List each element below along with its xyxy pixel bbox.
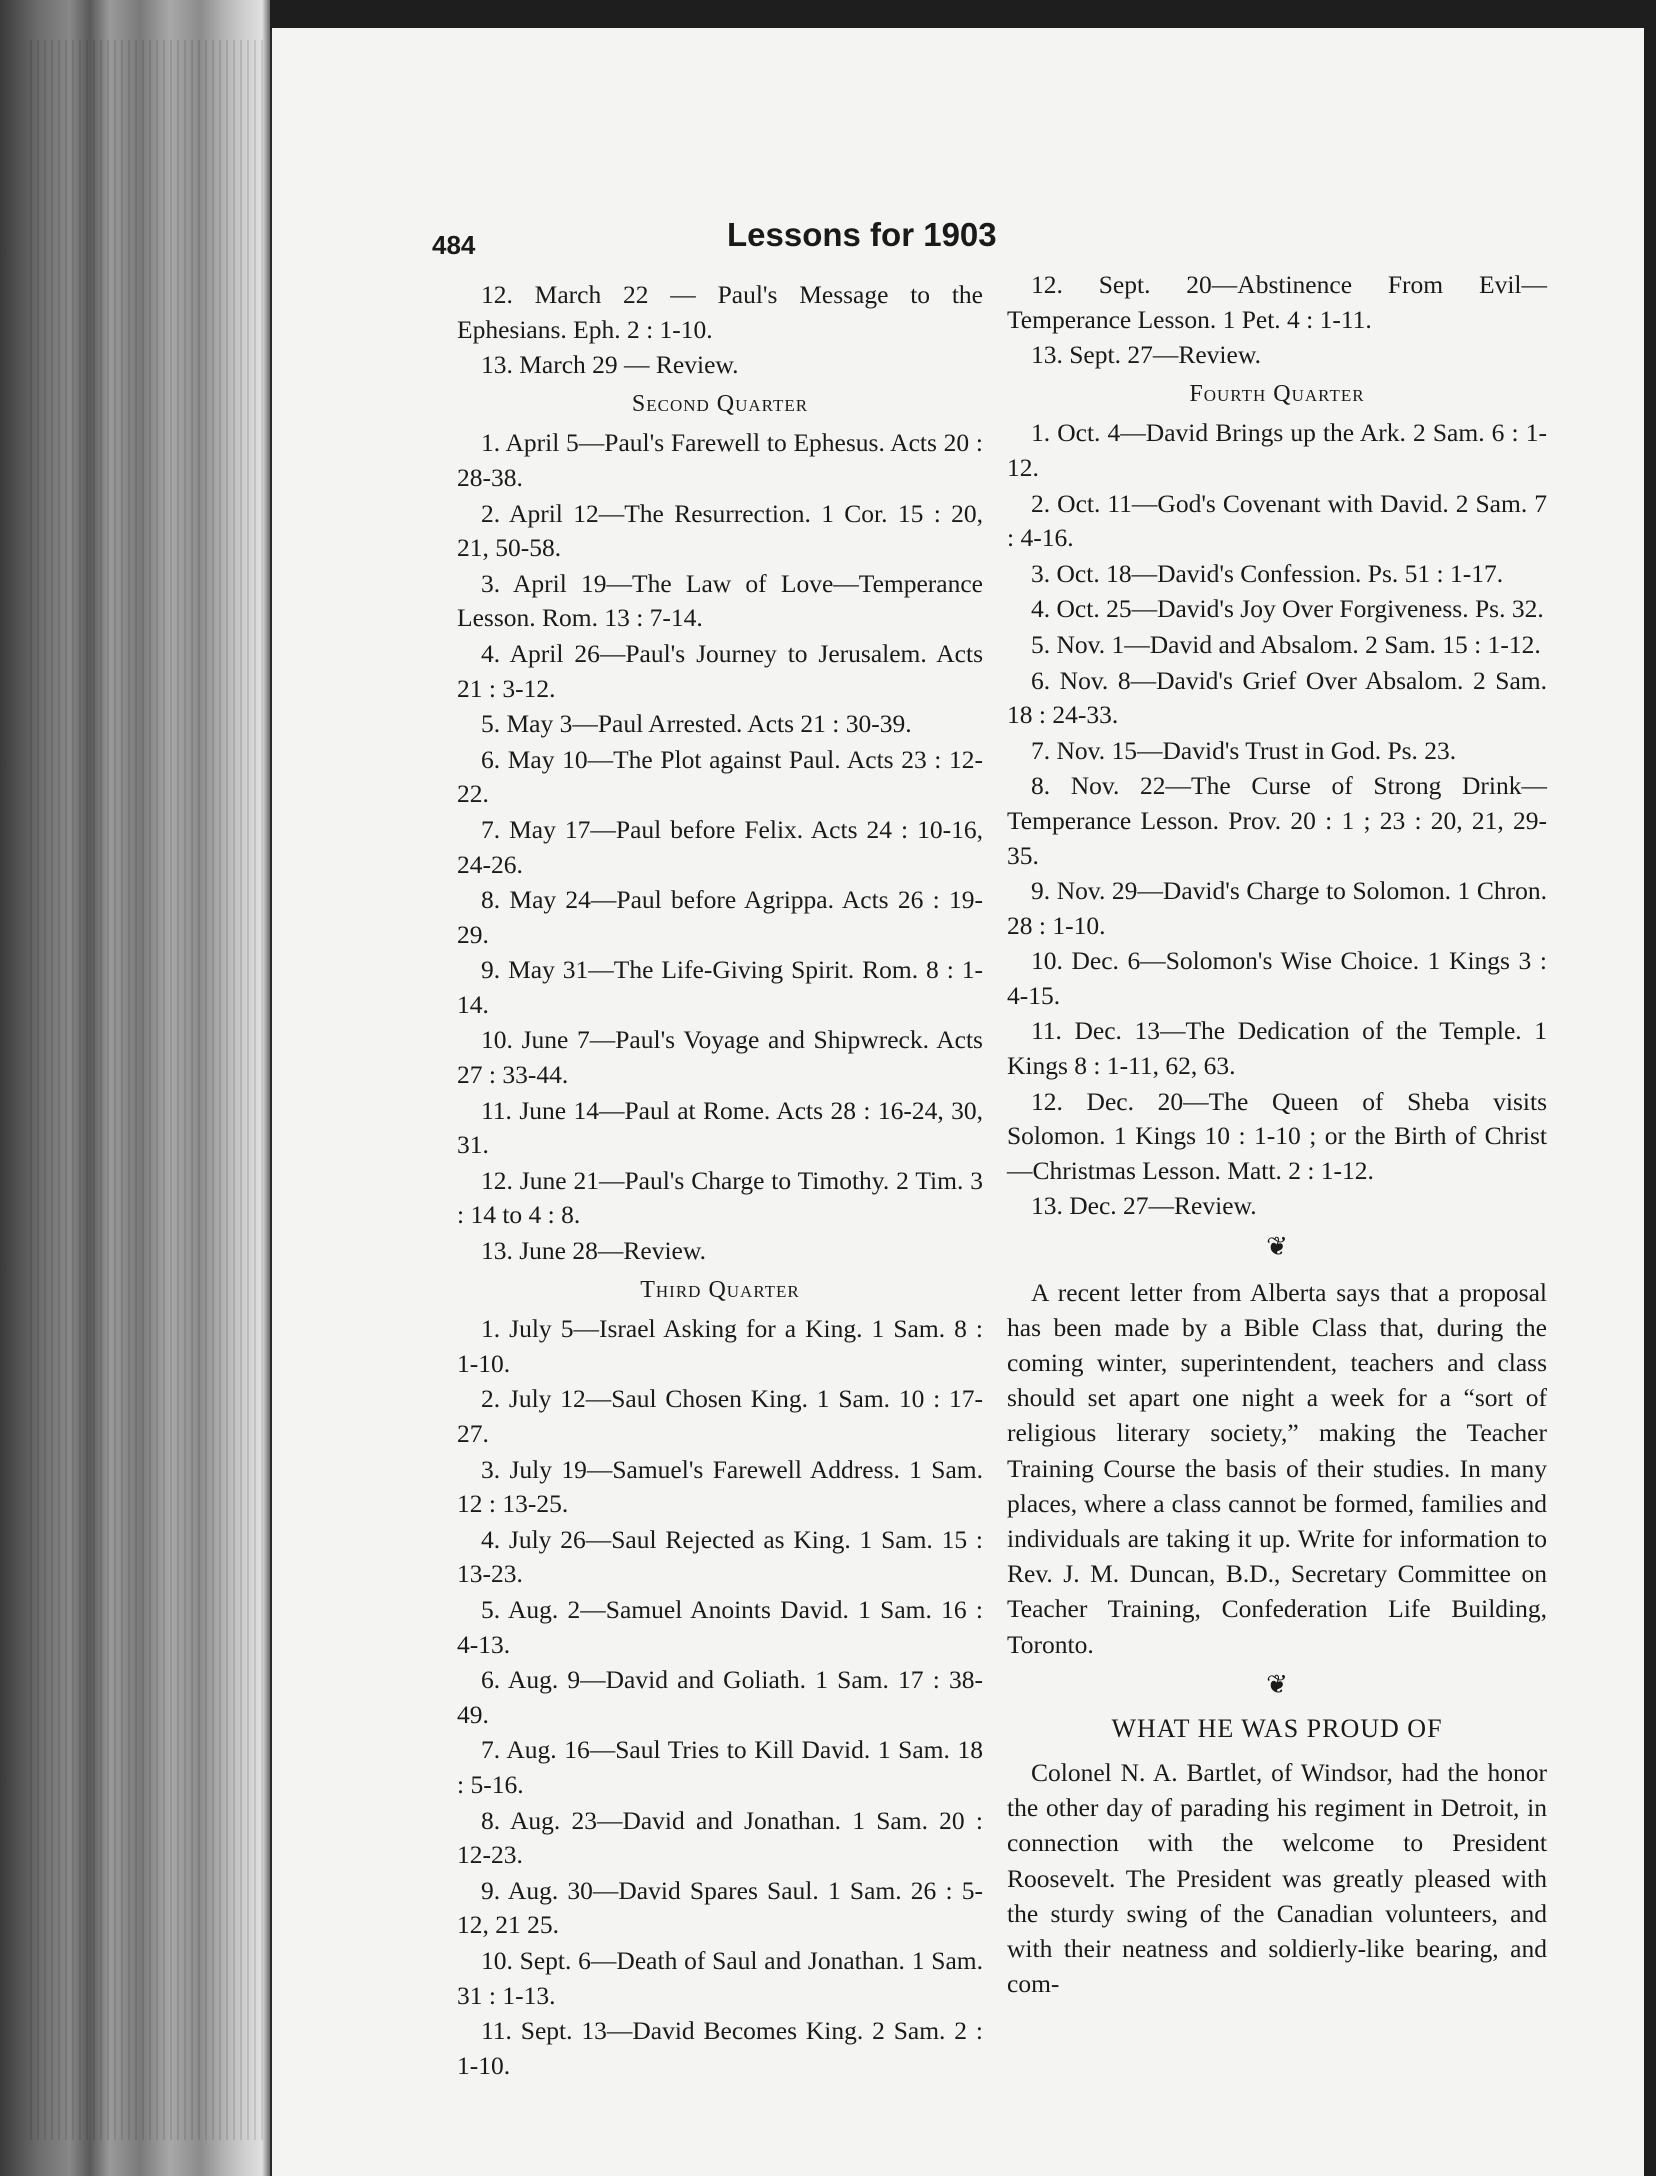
notice-paragraph: A recent letter from Alberta says that a proposal has been made by a Bible Class that, during the coming winter, superintendent, teachers and class should set apart one night a week for a “sort of religious literary society,” making the Teacher Training Course the basis of their studies. In many places, where a class cannot be formed, families and individuals are taking it up. Write for information to Rev. J. M. Duncan, B.D., Secretary Committee on Teacher Training, Confederation Life Building, Toronto. xyxy=(1007,1277,1547,1659)
lesson-item: 6. Nov. 8—David's Grief Over Absalom. 2 Sam. 18 : 24-33. xyxy=(1007,665,1547,730)
lesson-item: 4. Oct. 25—David's Joy Over Forgiveness. Ps. 32. xyxy=(1031,594,1544,624)
lesson-item: 10. Sept. 6—Death of Saul and Jonathan. 1 Sam. 31 : 1-13. xyxy=(457,1945,983,2010)
right-column xyxy=(1007,268,1547,2001)
lesson-item: 6. May 10—The Plot against Paul. Acts 23 : 12-22. xyxy=(457,744,983,809)
page-edges xyxy=(30,40,265,2140)
fleuron-ornament-icon: ❦ xyxy=(1266,1669,1288,1699)
lesson-item: 9. May 31—The Life-Giving Spirit. Rom. 8 : 1-14. xyxy=(457,955,983,1019)
lesson-item: 13. Sept. 27—Review. xyxy=(1031,340,1261,370)
left-column xyxy=(457,278,983,2084)
article-title: WHAT HE WAS PROUD OF xyxy=(1111,1714,1443,1744)
lesson-item: 11. Sept. 13—David Becomes King. 2 Sam. 2 : 1-10. xyxy=(457,2016,983,2080)
lesson-item: 9. Nov. 29—David's Charge to Solomon. 1 Chron. 28 : 1-10. xyxy=(1007,876,1547,940)
lesson-item: 2. July 12—Saul Chosen King. 1 Sam. 10 : 17-27. xyxy=(457,1384,983,1448)
lesson-item: 3. July 19—Samuel's Farewell Address. 1 Sam. 12 : 13-25. xyxy=(457,1454,983,1519)
lesson-item: 1. July 5—Israel Asking for a King. 1 Sam. 8 : 1-10. xyxy=(457,1314,983,1378)
book-page xyxy=(272,28,1644,2176)
lesson-item: 7. Nov. 15—David's Trust in God. Ps. 23. xyxy=(1031,735,1457,765)
lesson-item: 13. June 28—Review. xyxy=(481,1236,706,1266)
lesson-item: 3. April 19—The Law of Love—Temperance Lesson. Rom. 13 : 7-14. xyxy=(457,568,983,633)
lesson-item: 2. April 12—The Resurrection. 1 Cor. 15 : 20, 21, 50-58. xyxy=(457,498,983,563)
lesson-item: 13. March 29 — Review. xyxy=(481,350,739,380)
lesson-item: 12. June 21—Paul's Charge to Timothy. 2 Tim. 3 : 14 to 4 : 8. xyxy=(457,1165,983,1230)
lesson-item: 6. Aug. 9—David and Goliath. 1 Sam. 17 : 38-49. xyxy=(457,1665,983,1729)
quarter-heading: Second Quarter xyxy=(631,390,809,417)
book-spine-edge xyxy=(0,0,270,2176)
article-paragraph: Colonel N. A. Bartlet, of Windsor, had the honor the other day of parading his regiment in Detroit, in connection with the welcome to President Roosevelt. The President was greatly pleased with the sturdy swing of the Canadian volunteers, and with their neatness and soldierly-like bearing, and com- xyxy=(1007,1758,1547,1999)
page-number: 484 xyxy=(432,230,476,260)
lesson-item: 8. Aug. 23—David and Jonathan. 1 Sam. 20 : 12-23. xyxy=(457,1805,983,1870)
lesson-item: 4. April 26—Paul's Journey to Jerusalem. Acts 21 : 3-12. xyxy=(457,638,983,703)
quarter-heading: Fourth Quarter xyxy=(1189,380,1365,407)
lesson-item: 11. Dec. 13—The Dedication of the Temple. 1 Kings 8 : 1-11, 62, 63. xyxy=(1007,1016,1547,1081)
lesson-item: 12. Sept. 20—Abstinence From Evil—Temperance Lesson. 1 Pet. 4 : 1-11. xyxy=(1007,270,1547,334)
lesson-item: 1. Oct. 4—David Brings up the Ark. 2 Sam. 6 : 1-12. xyxy=(1007,418,1547,482)
lesson-item: 10. Dec. 6—Solomon's Wise Choice. 1 Kings 3 : 4-15. xyxy=(1007,946,1547,1010)
lesson-item: 8. May 24—Paul before Agrippa. Acts 26 : 19-29. xyxy=(457,885,983,949)
lesson-item: 4. July 26—Saul Rejected as King. 1 Sam. 15 : 13-23. xyxy=(457,1524,983,1589)
lesson-item: 10. June 7—Paul's Voyage and Shipwreck. Acts 27 : 33-44. xyxy=(457,1025,983,1090)
lesson-item: 12. March 22 — Paul's Message to the Ephesians. Eph. 2 : 1-10. xyxy=(457,280,983,344)
fleuron-ornament-icon: ❦ xyxy=(1266,1232,1288,1262)
scan-right-border xyxy=(1644,0,1656,2176)
lesson-item: 5. May 3—Paul Arrested. Acts 21 : 30-39. xyxy=(481,709,912,739)
lesson-item: 11. June 14—Paul at Rome. Acts 28 : 16-24, 30, 31. xyxy=(457,1095,983,1160)
running-title: Lessons for 1903 xyxy=(727,216,997,253)
lesson-item: 7. Aug. 16—Saul Tries to Kill David. 1 Sam. 18 : 5-16. xyxy=(457,1735,983,1799)
lesson-item: 8. Nov. 22—The Curse of Strong Drink—Temperance Lesson. Prov. 20 : 1 ; 23 : 20, 21, 29-35. xyxy=(1007,771,1547,870)
quarter-heading: Third Quarter xyxy=(640,1276,800,1303)
lesson-item: 12. Dec. 20—The Queen of Sheba visits Solomon. 1 Kings 10 : 1-10 ; or the Birth of Christ—Christmas Lesson. Matt. 2 : 1-12. xyxy=(1007,1086,1547,1185)
lesson-item: 13. Dec. 27—Review. xyxy=(1031,1191,1257,1221)
lesson-item: 5. Nov. 1—David and Absalom. 2 Sam. 15 : 1-12. xyxy=(1031,629,1541,659)
lesson-item: 1. April 5—Paul's Farewell to Ephesus. Acts 20 : 28-38. xyxy=(457,428,983,492)
lesson-item: 7. May 17—Paul before Felix. Acts 24 : 10-16, 24-26. xyxy=(457,814,983,879)
lesson-item: 2. Oct. 11—God's Covenant with David. 2 Sam. 7 : 4-16. xyxy=(1007,488,1547,553)
lesson-item: 9. Aug. 30—David Spares Saul. 1 Sam. 26 : 5-12, 21 25. xyxy=(457,1875,983,1940)
lesson-item: 3. Oct. 18—David's Confession. Ps. 51 : 1-17. xyxy=(1031,558,1504,588)
page-header xyxy=(432,216,1432,260)
lesson-item: 5. Aug. 2—Samuel Anoints David. 1 Sam. 16 : 4-13. xyxy=(457,1594,983,1659)
